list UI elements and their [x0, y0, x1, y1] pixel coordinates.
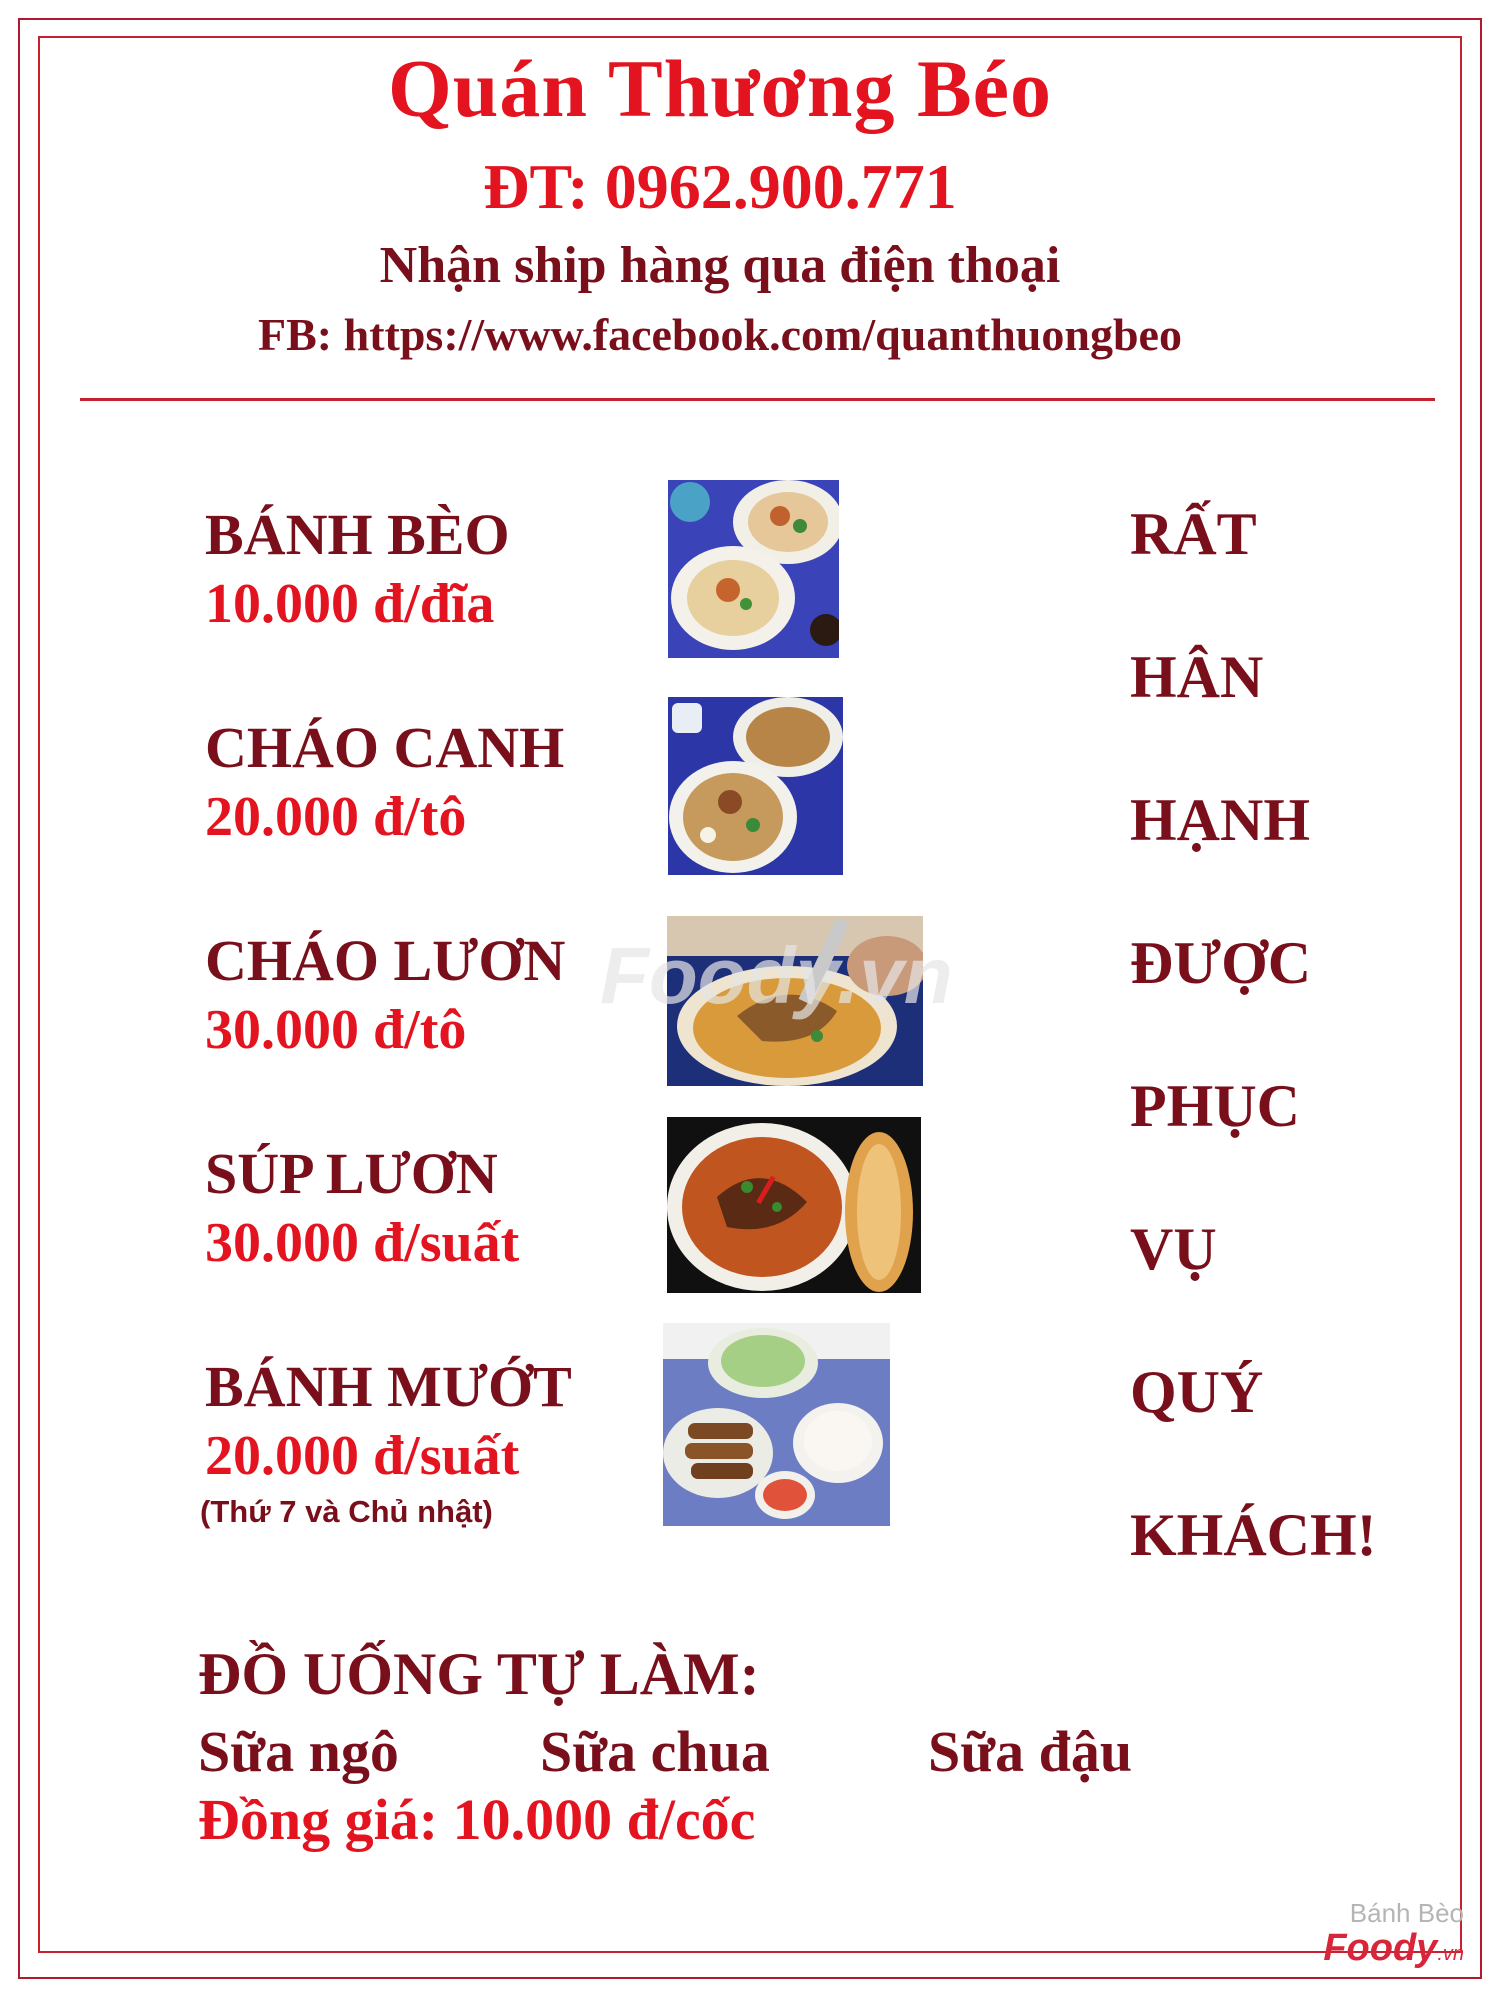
menu-item-price: 20.000 đ/suất [205, 1425, 520, 1487]
foody-logo [1323, 1927, 1464, 1970]
header-divider [80, 398, 1435, 401]
watermark-caption: Bánh Bèo [1349, 1898, 1464, 1928]
menu-item-banh-muot [200, 1352, 572, 1534]
foody-logo-suffix: .vn [1437, 1943, 1464, 1965]
menu-item-name: CHÁO LƯƠN [205, 928, 566, 993]
welcome-word: QUÝ [1130, 1359, 1264, 1425]
drinks-price: Đồng giá: 10.000 đ/cốc [198, 1787, 756, 1852]
foody-corner-watermark [1323, 1898, 1464, 1970]
drinks-title: ĐỒ UỐNG TỰ LÀM: [198, 1641, 760, 1707]
drink-item: Sữa chua [540, 1719, 770, 1784]
menu-item-price: 30.000 đ/tô [205, 999, 467, 1061]
menu-item-name: BÁNH MƯỚT [205, 1354, 572, 1419]
menu-item-sup-luon [205, 1139, 519, 1277]
shop-name: Quán Thương Béo [387, 43, 1053, 134]
welcome-word: RẤT [1130, 501, 1257, 567]
facebook-link: FB: https://www.facebook.com/quanthuongbeo [258, 309, 1182, 360]
phone-number: ĐT: 0962.900.771 [483, 151, 957, 222]
banh-muot-photo [663, 1323, 890, 1526]
drink-item: Sữa đậu [928, 1719, 1133, 1784]
welcome-word: HÂN [1130, 644, 1264, 710]
menu-item-note: (Thứ 7 và Chủ nhật) [200, 1494, 493, 1529]
welcome-word: HẠNH [1130, 787, 1310, 853]
menu-item-banh-beo [205, 500, 510, 638]
menu-item-price: 30.000 đ/suất [205, 1212, 520, 1274]
menu-item-name: CHÁO CANH [205, 715, 565, 780]
menu-item-price: 10.000 đ/đĩa [205, 573, 495, 635]
welcome-word: PHỤC [1130, 1073, 1300, 1139]
menu-item-chao-canh [205, 713, 564, 851]
welcome-word: KHÁCH! [1130, 1502, 1377, 1568]
menu-item-name: SÚP LƯƠN [205, 1141, 498, 1206]
foody-logo-text: Foody [1323, 1927, 1438, 1969]
shipping-note: Nhận ship hàng qua điện thoại [379, 237, 1061, 294]
welcome-word: VỤ [1130, 1216, 1217, 1282]
foody-watermark: Foody.vn [600, 931, 953, 1020]
chao-canh-photo [668, 697, 843, 875]
drink-item: Sữa ngô [198, 1719, 399, 1784]
banh-beo-photo [668, 480, 839, 658]
menu-item-price: 20.000 đ/tô [205, 786, 467, 848]
sup-luon-photo [667, 1117, 921, 1293]
menu-item-chao-luon [205, 926, 565, 1064]
menu-item-name: BÁNH BÈO [205, 502, 510, 567]
welcome-word: ĐƯỢC [1130, 930, 1312, 996]
